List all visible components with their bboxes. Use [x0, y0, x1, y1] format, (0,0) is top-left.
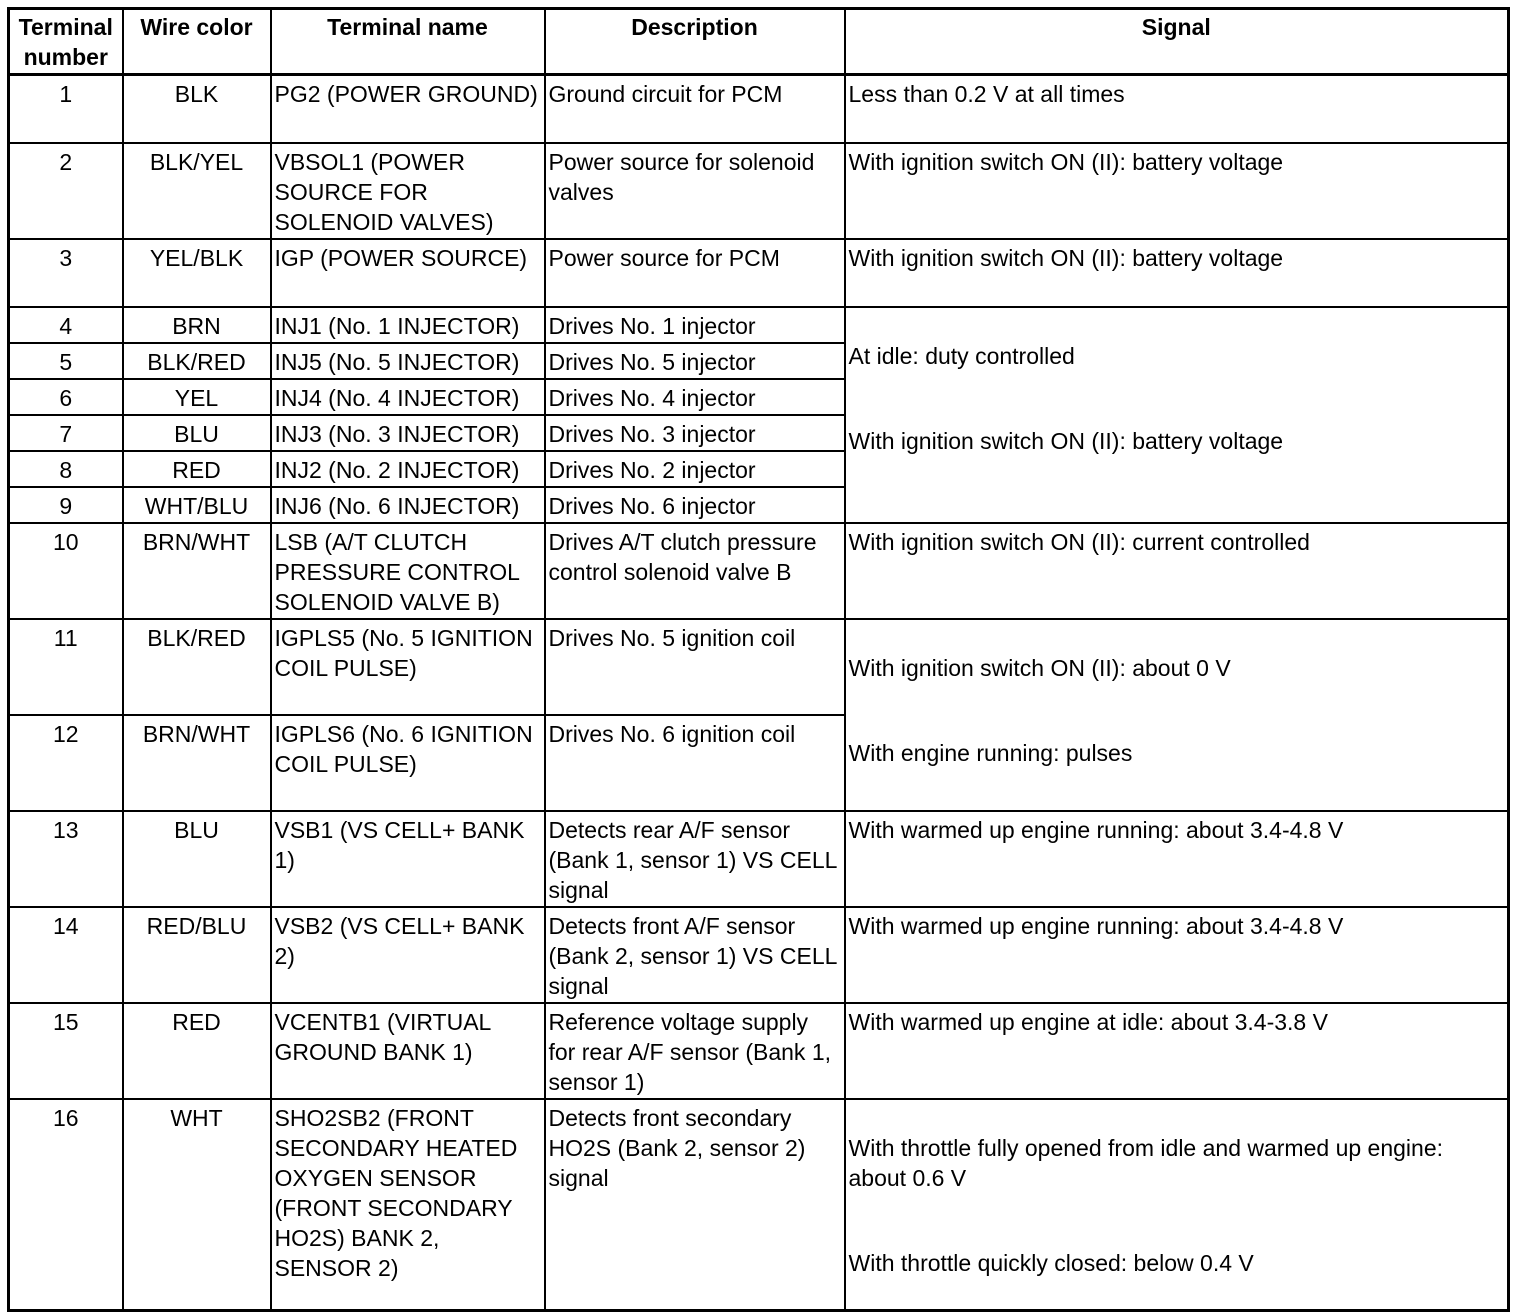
description-cell: Power source for solenoid valves: [545, 143, 845, 239]
terminal-number-cell: 6: [9, 379, 123, 415]
description-cell: Drives No. 3 injector: [545, 415, 845, 451]
terminal-name-cell: IGPLS6 (No. 6 IGNITION COIL PULSE): [271, 715, 545, 811]
signal-cell: With warmed up engine running: about 3.4-4.8 V: [845, 811, 1509, 907]
table-row: [9, 307, 1509, 343]
wire-color-cell: BRN/WHT: [123, 523, 271, 619]
terminal-number-cell: 8: [9, 451, 123, 487]
terminal-name-cell: INJ5 (No. 5 INJECTOR): [271, 343, 545, 379]
wire-color-cell: BLU: [123, 811, 271, 907]
terminal-name-cell: INJ2 (No. 2 INJECTOR): [271, 451, 545, 487]
terminal-number-cell: 2: [9, 143, 123, 239]
signal-cell: With warmed up engine running: about 3.4-4.8 V: [845, 907, 1509, 1003]
header-wire-color: Wire color: [123, 9, 271, 75]
terminal-number-cell: 5: [9, 343, 123, 379]
terminal-name-cell: IGP (POWER SOURCE): [271, 239, 545, 307]
terminal-name-cell: LSB (A/T CLUTCH PRESSURE CONTROL SOLENOID VALVE B): [271, 523, 545, 619]
terminal-name-cell: IGPLS5 (No. 5 IGNITION COIL PULSE): [271, 619, 545, 715]
terminal-name-cell: VCENTB1 (VIRTUAL GROUND BANK 1): [271, 1003, 545, 1099]
table-row: [9, 1003, 1509, 1099]
signal-line: With ignition switch ON (II): about 0 V: [848, 655, 1231, 681]
description-cell: Drives No. 2 injector: [545, 451, 845, 487]
terminal-name-cell: INJ6 (No. 6 INJECTOR): [271, 487, 545, 523]
terminal-name-cell: VSB2 (VS CELL+ BANK 2): [271, 907, 545, 1003]
terminal-name-cell: INJ4 (No. 4 INJECTOR): [271, 379, 545, 415]
header-terminal-name: Terminal name: [271, 9, 545, 75]
description-cell: Drives No. 5 injector: [545, 343, 845, 379]
wire-color-cell: BRN: [123, 307, 271, 343]
signal-line: With ignition switch ON (II): battery voltage: [848, 428, 1284, 454]
terminal-name-cell: INJ3 (No. 3 INJECTOR): [271, 415, 545, 451]
terminal-number-cell: 10: [9, 523, 123, 619]
description-cell: Detects front A/F sensor (Bank 2, sensor 1) VS CELL signal: [545, 907, 845, 1003]
terminal-number-cell: 3: [9, 239, 123, 307]
signal-line: With engine running: pulses: [848, 740, 1133, 766]
wire-color-cell: WHT/BLU: [123, 487, 271, 523]
description-cell: Detects front secondary HO2S (Bank 2, sensor 2) signal: [545, 1099, 845, 1311]
wire-color-cell: YEL/BLK: [123, 239, 271, 307]
table-row: [9, 239, 1509, 307]
wire-color-cell: BLK/RED: [123, 619, 271, 715]
signal-cell: [845, 619, 1509, 811]
description-cell: Drives No. 1 injector: [545, 307, 845, 343]
wire-color-cell: BLK/RED: [123, 343, 271, 379]
header-terminal-number: Terminal number: [9, 9, 123, 75]
terminal-number-cell: 12: [9, 715, 123, 811]
signal-line: With throttle quickly closed: below 0.4 V: [848, 1250, 1254, 1276]
description-cell: Drives No. 5 ignition coil: [545, 619, 845, 715]
description-cell: Reference voltage supply for rear A/F sensor (Bank 1, sensor 1): [545, 1003, 845, 1099]
signal-cell: With warmed up engine at idle: about 3.4-3.8 V: [845, 1003, 1509, 1099]
wire-color-cell: RED/BLU: [123, 907, 271, 1003]
terminal-number-cell: 7: [9, 415, 123, 451]
wire-color-cell: BLU: [123, 415, 271, 451]
terminal-name-cell: INJ1 (No. 1 INJECTOR): [271, 307, 545, 343]
terminal-number-cell: 11: [9, 619, 123, 715]
terminal-number-cell: 13: [9, 811, 123, 907]
wire-color-cell: RED: [123, 451, 271, 487]
header-signal: Signal: [845, 9, 1509, 75]
wire-color-cell: RED: [123, 1003, 271, 1099]
terminal-name-cell: VSB1 (VS CELL+ BANK 1): [271, 811, 545, 907]
terminal-number-cell: 15: [9, 1003, 123, 1099]
terminal-number-cell: 9: [9, 487, 123, 523]
terminal-number-cell: 4: [9, 307, 123, 343]
terminal-table: [7, 7, 1510, 1312]
terminal-name-cell: VBSOL1 (POWER SOURCE FOR SOLENOID VALVES): [271, 143, 545, 239]
table-row: [9, 143, 1509, 239]
description-cell: Power source for PCM: [545, 239, 845, 307]
table-row: [9, 523, 1509, 619]
wire-color-cell: YEL: [123, 379, 271, 415]
terminal-name-cell: SHO2SB2 (FRONT SECONDARY HEATED OXYGEN SENSOR (FRONT SECONDARY HO2S) BANK 2, SENSOR 2): [271, 1099, 545, 1311]
terminal-number-cell: 1: [9, 75, 123, 144]
table-row: [9, 1099, 1509, 1311]
description-cell: Drives A/T clutch pressure control solenoid valve B: [545, 523, 845, 619]
terminal-number-cell: 16: [9, 1099, 123, 1311]
terminal-name-cell: PG2 (POWER GROUND): [271, 75, 545, 144]
wire-color-cell: WHT: [123, 1099, 271, 1311]
signal-cell: [845, 307, 1509, 523]
description-cell: Ground circuit for PCM: [545, 75, 845, 144]
header-row: [9, 9, 1509, 75]
signal-cell: With ignition switch ON (II): battery voltage: [845, 239, 1509, 307]
signal-line: At idle: duty controlled: [848, 343, 1075, 369]
signal-line: With throttle fully opened from idle and warmed up engine: about 0.6 V: [848, 1135, 1443, 1191]
table-row: [9, 75, 1509, 144]
table-row: [9, 811, 1509, 907]
wire-color-cell: BLK: [123, 75, 271, 144]
wire-color-cell: BRN/WHT: [123, 715, 271, 811]
table-row: [9, 619, 1509, 715]
description-cell: Drives No. 6 ignition coil: [545, 715, 845, 811]
description-cell: Drives No. 4 injector: [545, 379, 845, 415]
description-cell: Detects rear A/F sensor (Bank 1, sensor 1) VS CELL signal: [545, 811, 845, 907]
terminal-number-cell: 14: [9, 907, 123, 1003]
header-description: Description: [545, 9, 845, 75]
signal-cell: With ignition switch ON (II): current controlled: [845, 523, 1509, 619]
table-row: [9, 907, 1509, 1003]
signal-cell: With ignition switch ON (II): battery voltage: [845, 143, 1509, 239]
wire-color-cell: BLK/YEL: [123, 143, 271, 239]
description-cell: Drives No. 6 injector: [545, 487, 845, 523]
signal-cell: [845, 1099, 1509, 1311]
signal-cell: Less than 0.2 V at all times: [845, 75, 1509, 144]
